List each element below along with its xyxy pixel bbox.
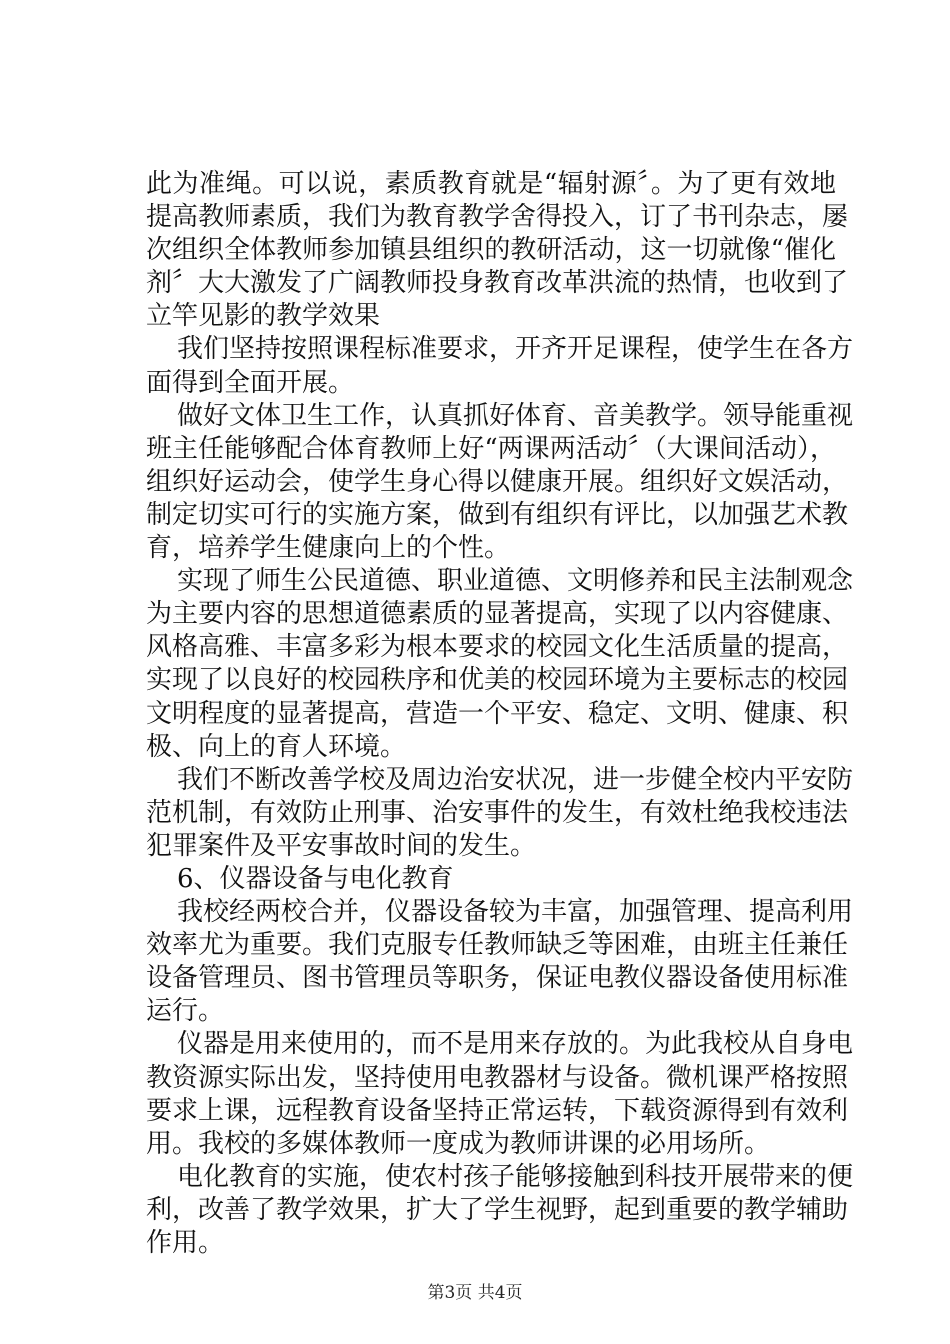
text-line: 文明程度的显著提高，营造一个平安、稳定、文明、健康、积	[146, 698, 849, 729]
text-line: 教资源实际出发，坚持使用电教器材与设备。微机课严格按照	[146, 1062, 849, 1093]
text-line: 剂〞大大激发了广阔教师投身教育改革洪流的热情，也收到了	[146, 268, 849, 299]
text-line: 实现了以良好的校园秩序和优美的校园环境为主要标志的校园	[146, 665, 849, 696]
text-line: 风格高雅、丰富多彩为根本要求的校园文化生活质量的提高，	[146, 632, 849, 663]
text-line: 设备管理员、图书管理员等职务，保证电教仪器设备使用标准	[146, 963, 849, 994]
page-footer: 第3页 共4页	[427, 1283, 523, 1303]
text-line: 用。我校的多媒体教师一度成为教师讲课的必用场所。	[146, 1128, 771, 1159]
text-line: 运行。	[146, 996, 225, 1027]
text-line: 次组织全体教师参加镇县组织的教研活动，这一切就像“催化	[146, 235, 836, 266]
text-line: 犯罪案件及平安事故时间的发生。	[146, 830, 537, 861]
text-line: 班主任能够配合体育教师上好“两课两活动〞（大课间活动），	[146, 433, 836, 464]
text-line: 要求上课，远程教育设备坚持正常运转，下载资源得到有效利	[146, 1095, 849, 1126]
paragraph-start-line: 我们坚持按照课程标准要求，开齐开足课程，使学生在各方	[177, 334, 854, 365]
paragraph-start-line: 电化教育的实施，使农村孩子能够接触到科技开展带来的便	[177, 1161, 854, 1192]
text-line: 面得到全面开展。	[146, 367, 355, 398]
text-line: 立竿见影的教学效果	[146, 301, 381, 332]
document-body	[146, 168, 854, 1260]
text-line: 此为准绳。可以说，素质教育就是“辐射源〞。为了更有效地	[146, 169, 836, 199]
text-line: 作用。	[146, 1228, 225, 1258]
paragraph-start-line: 我们不断改善学校及周边治安状况，进一步健全校内平安防	[177, 764, 854, 795]
text-line: 育，培养学生健康向上的个性。	[146, 533, 511, 564]
paragraph-start-line: 我校经两校合并，仪器设备较为丰富，加强管理、提高利用	[177, 897, 854, 928]
section-heading: 6、仪器设备与电化教育	[177, 863, 454, 894]
paragraph-start-line: 实现了师生公民道德、职业道德、文明修养和民主法制观念	[177, 566, 854, 597]
paragraph-start-line: 做好文体卫生工作，认真抓好体育、音美教学。领导能重视	[177, 400, 854, 431]
text-line: 效率尤为重要。我们克服专任教师缺乏等困难，由班主任兼任	[146, 930, 849, 961]
text-line: 利，改善了教学效果，扩大了学生视野，起到重要的教学辅助	[146, 1194, 849, 1225]
paragraph-start-line: 仪器是用来使用的，而不是用来存放的。为此我校从自身电	[177, 1029, 854, 1060]
text-line: 极、向上的育人环境。	[146, 731, 407, 762]
text-line: 制定切实可行的实施方案，做到有组织有评比，以加强艺术教	[146, 499, 849, 530]
text-line: 提高教师素质，我们为教育教学舍得投入，订了书刊杂志，屡	[146, 202, 849, 233]
text-line: 为主要内容的思想道德素质的显著提高，实现了以内容健康、	[146, 599, 849, 630]
text-line: 范机制，有效防止刑事、治安事件的发生，有效杜绝我校违法	[146, 797, 849, 828]
text-line: 组织好运动会，使学生身心得以健康开展。组织好文娱活动，	[146, 466, 849, 497]
